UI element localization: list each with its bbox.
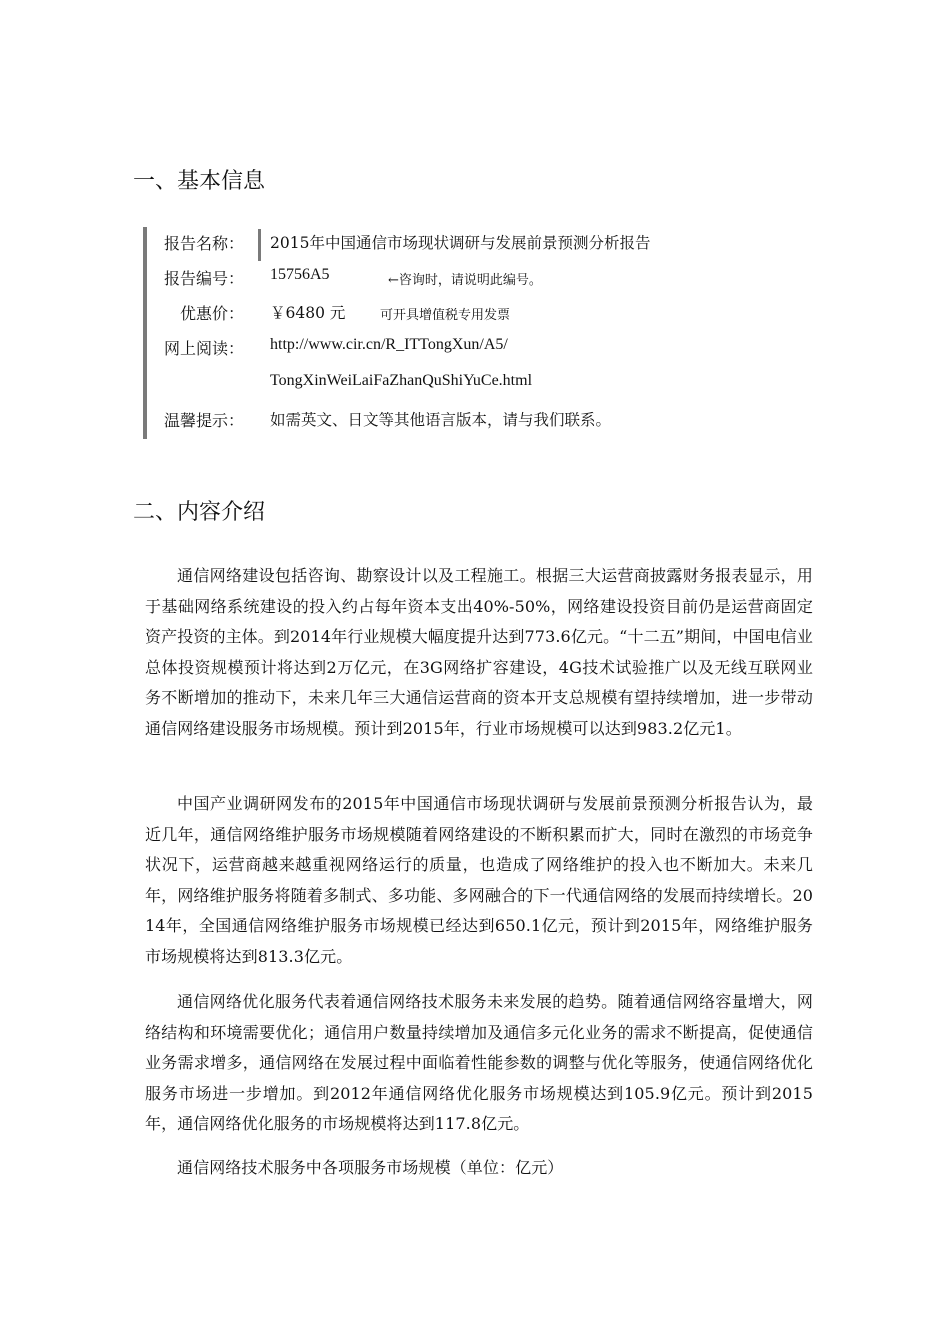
price-value: ￥6480 元	[270, 304, 346, 322]
paragraph-network-optimization: 通信网络优化服务代表着通信网络技术服务未来发展的趋势。随着通信网络容量增大，网络结构和环境需要优化；通信用户数量持续增加及通信多元化业务的需求不断提高，促使通信业务需求增多，通信网络在发展过程中面临着性能参数的调整与优化等服务，使通信网络优化服务市场进一步增加。到2012年通信网络优化服务市场规模达到105.9亿元。预计到2015年，通信网络优化服务的市场规模将达到117.8亿元。	[145, 992, 813, 1133]
report-name-value: 2015年中国通信市场现状调研与发展前景预测分析报告	[270, 234, 651, 252]
price-note: 可开具增值税专用发票	[380, 308, 511, 323]
read-online-link-line1[interactable]: http://www.cir.cn/R_ITTongXun/A5/	[270, 336, 508, 353]
tip-label: 温馨提示：	[163, 411, 244, 430]
report-name-label: 报告名称：	[163, 234, 244, 253]
read-online-label: 网上阅读：	[163, 339, 244, 358]
section-title-content-intro: 二、内容介绍	[133, 500, 266, 525]
report-code-label: 报告编号：	[163, 269, 244, 288]
read-online-link-line2[interactable]: TongXinWeiLaiFaZhanQuShiYuCe.html	[270, 372, 533, 389]
tip-value: 如需英文、日文等其他语言版本，请与我们联系。	[270, 411, 612, 429]
paragraph-market-size-caption: 通信网络技术服务中各项服务市场规模（单位：亿元）	[177, 1158, 564, 1177]
paragraph-network-construction: 通信网络建设包括咨询、勘察设计以及工程施工。根据三大运营商披露财务报表显示，用于基础网络系统建设的投入约占每年资本支出40%-50%，网络建设投资目前仍是运营商固定资产投资的主体。到2014年行业规模大幅度提升达到773.6亿元。“十二五”期间，中国电信业总体投资规模预计将达到2万亿元，在3G网络扩容建设，4G技术试验推广以及无线互联网业务不断增加的推动下，未来几年三大通信运营商的资本开支总规模有望持续增加，进一步带动通信网络建设服务市场规模。预计到2015年，行业市场规模可以达到983.2亿元1。	[145, 566, 813, 738]
section-title-basic-info: 一、基本信息	[133, 169, 266, 194]
report-name-bar	[258, 229, 261, 261]
report-code-value: 15756A5	[270, 266, 330, 283]
report-code-note: ←咨询时，请说明此编号。	[388, 273, 542, 288]
price-label: 优惠价：	[179, 304, 244, 323]
paragraph-network-maintenance: 中国产业调研网发布的2015年中国通信市场现状调研与发展前景预测分析报告认为，最近几年，通信网络维护服务市场规模随着网络建设的不断积累而扩大，同时在激烈的市场竞争状况下，运营商越来越重视网络运行的质量，也造成了网络维护的投入也不断加大。未来几年，网络维护服务将随着多制式、多功能、多网融合的下一代通信网络的发展而持续增长。2014年，全国通信网络维护服务市场规模已经达到650.1亿元，预计到2015年，网络维护服务市场规模将达到813.3亿元。	[145, 794, 813, 966]
info-block-bar	[143, 227, 147, 439]
